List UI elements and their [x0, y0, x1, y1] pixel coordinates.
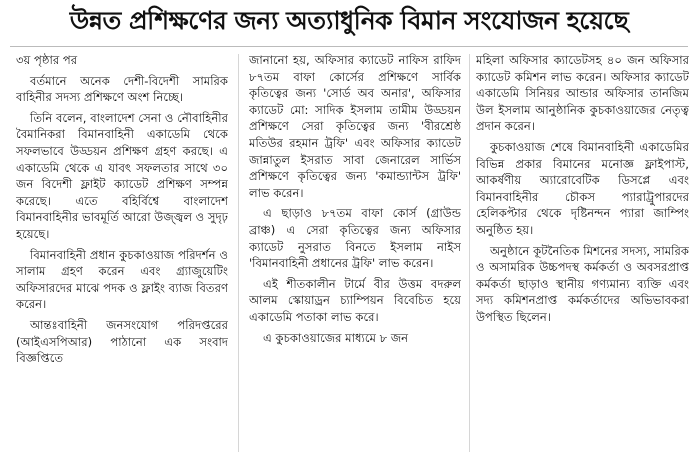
col3-paragraph-2: কুচকাওয়াজ শেষে বিমানবাহিনী একাডেমির বিভিন্ন প্রকার বিমানের মনোজ্ঞ ফ্লাইপাস্ট, আকর্ষণীয় অ্যারোবেটিক ডিসপ্লে এবং বিমানবাহিনীর চৌকস প্যারাট্রুপারদের হেলিকপ্টার থেকে দৃষ্টিনন্দন প্যারা জাম্পিং অনুষ্ঠিত হয়।	[476, 139, 689, 237]
col2-paragraph-2: এ ছাড়াও ৮৭তম বাফা কোর্স (গ্রাউন্ড ব্রাঞ্চ) এ সেরা কৃতিত্বের জন্য অফিসার ক্যাডেট নুসরাত বিনতে ইসলাম নাইস 'বিমানবাহিনী প্রধানের ট্রফি' লাভ করেন।	[249, 206, 461, 271]
column-2	[249, 52, 461, 456]
col3-paragraph-3: অনুষ্ঠানে কূটনৈতিক মিশনের সদস্য, সামরিক ও অসামরিক উচ্চপদস্থ কর্মকর্তা ও অবসরপ্রাপ্ত কর্মকর্তা ছাড়াও স্থানীয় গণ্যমান্য ব্যক্তি এবং সদ্য কমিশনপ্রাপ্ত কর্মকর্তাদের অভিভাবকরা উপস্থিত ছিলেন।	[476, 243, 689, 324]
continued-from-label: ৩য় পৃষ্ঠার পর	[16, 53, 78, 67]
col2-paragraph-3: এই শীতকালীন টার্মে বীর উত্তম বদরুল আলম স্কোয়াড্রন চ্যাম্পিয়ন বিবেচিত হয়ে একাডেমি পতাকা লাভ করে।	[249, 276, 461, 324]
headline-rule	[10, 46, 688, 47]
col3-paragraph-1: মহিলা অফিসার ক্যাডেটসহ ৪০ জন অফিসার ক্যাডেট কমিশন লাভ করেন। অফিসার ক্যাডেট একাডেমি সিনিয়র আন্ডার অফিসার তানজিম উল ইসলাম আনুষ্ঠানিক কুচকাওয়াজের নেতৃত্ব প্রদান করেন।	[476, 53, 689, 134]
column-divider	[238, 54, 239, 452]
column-1	[16, 52, 228, 456]
column-3	[476, 52, 689, 456]
col1-paragraph-3: বিমানবাহিনী প্রধান কুচকাওয়াজ পরিদর্শন ও সালাম গ্রহণ করেন এবং গ্র্যাজুয়েটিং অফিসারদের মাঝে পদক ও ফ্লাইং ব্যাজ বিতরণ করেন।	[16, 247, 228, 312]
headline: উন্নত প্রশিক্ষণের জন্য অত্যাধুনিক বিমান সংযোজন হয়েছে	[69, 5, 629, 35]
col2-paragraph-4: এ কুচকাওয়াজের মাধ্যমে ৮ জন	[263, 330, 409, 345]
column-divider	[469, 54, 470, 452]
col2-paragraph-1: জানানো হয়, অফিসার ক্যাডেট নাফিস রাফিদ ৮৭তম বাফা কোর্সের প্রশিক্ষণে সার্বিক কৃতিত্বের জন্য 'সোর্ড অব অনার', অফিসার ক্যাডেট মো: সাদিক ইসলাম তামীম উড্ডয়ন প্রশিক্ষণে সেরা কৃতিত্বের জন্য 'বীরশ্রেষ্ঠ মতিউর রহমান ট্রফি' এবং অফিসার ক্যাডেট জান্নাতুল ইসরাত সাবা জেনারেল সার্ভিস প্রশিক্ষণে কৃতিত্বের জন্য 'কমান্ড্যান্টস ট্রফি' লাভ করেন।	[249, 53, 461, 200]
col1-paragraph-1: বর্তমানে অনেক দেশী-বিদেশী সামরিক বাহিনীর সদস্য প্রশিক্ষণে অংশ নিচ্ছে।	[16, 73, 228, 105]
col1-paragraph-4: আন্তঃবাহিনী জনসংযোগ পরিদপ্তরের (আইএসপিআর) পাঠানো এক সংবাদ বিজ্ঞপ্তিতে	[16, 317, 228, 366]
col1-paragraph-2: তিনি বলেন, বাংলাদেশ সেনা ও নৌবাহিনীর বৈমানিকরা বিমানবাহিনী একাডেমি থেকে সফলভাবে উড্ডয়ন প্রশিক্ষণ গ্রহণ করছে। এ একাডেমি থেকে এ যাবৎ সফলতার সাথে ৩০ জন বিদেশী ফ্লাইট ক্যাডেট প্রশিক্ষণ সম্পন্ন করেছে। এতে বহির্বিশ্বে বাংলাদেশ বিমানবাহিনীর ভাবমূর্তি আরো উজ্জ্বল ও সুদৃঢ় হয়েছে।	[16, 110, 228, 241]
